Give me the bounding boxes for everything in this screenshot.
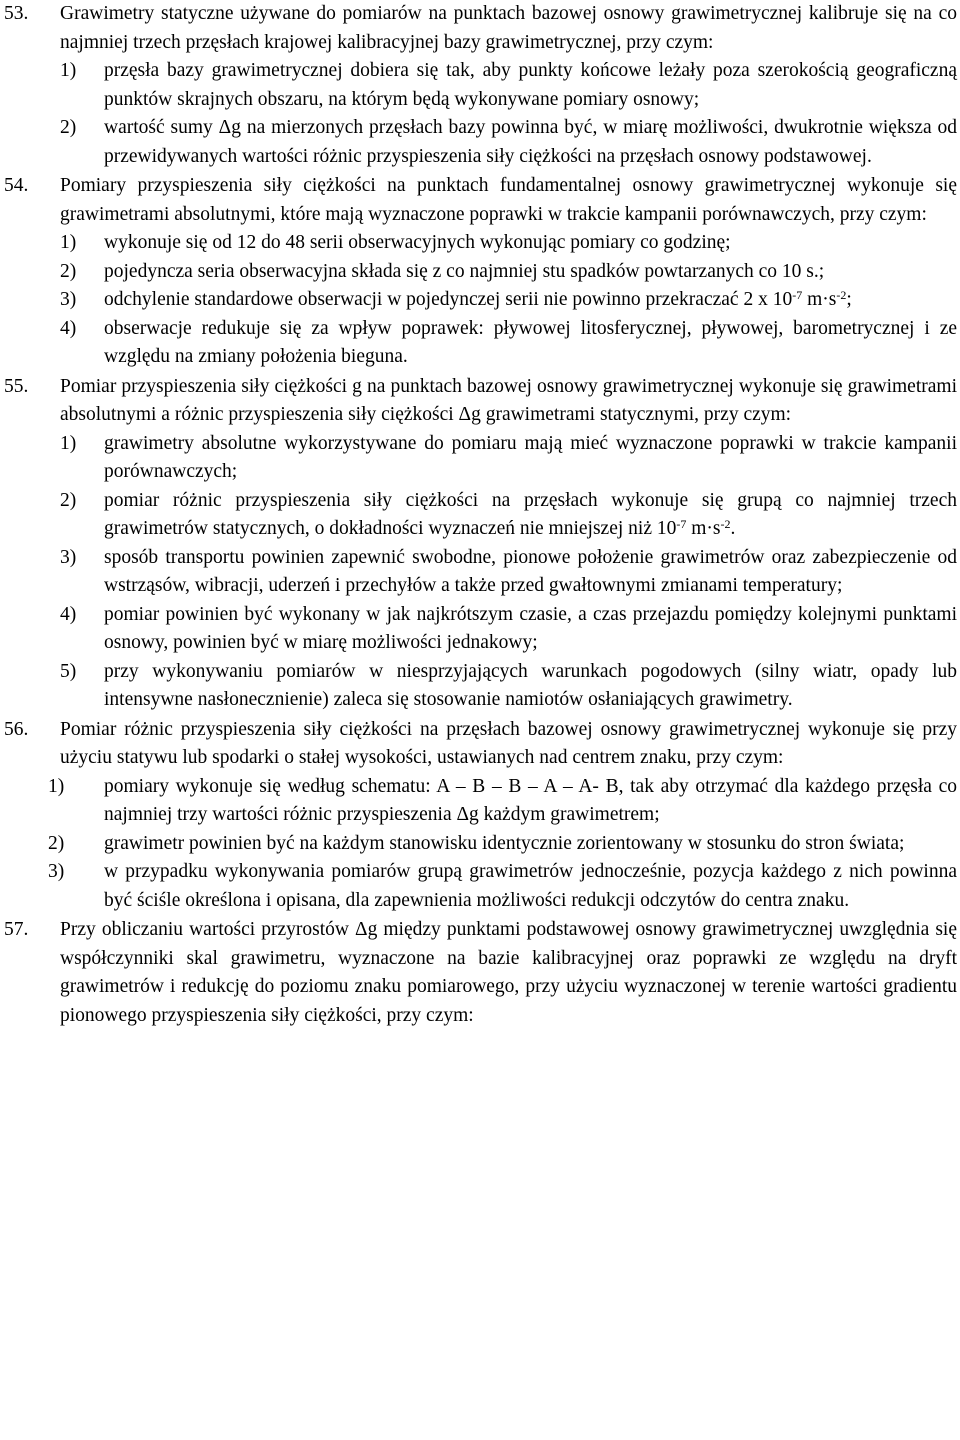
item-number: 2) [60,117,77,138]
item-text: obserwacje redukuje się za wpływ poprawek: pływowej litosferycznej, pływowej, barometrycznej i ze względu na zmiany położenia bieguna. [104,317,957,367]
section-text: Pomiary przyspieszenia siły ciężkości na punktach fundamentalnej osnowy grawimetrycznej wykonuje się grawimetrami absolutnymi, które mają wyznaczone poprawki w trakcie kampanii porównawczych, przy czym: [60,175,957,225]
item-list [4,773,957,916]
item-text [104,286,957,315]
item-text: wykonuje się od 12 do 48 serii obserwacyjnych wykonując pomiary co godzinę; [104,232,731,253]
section-number: 53. [4,3,29,24]
item-number: 2) [60,260,77,282]
section-53 [4,0,957,171]
item-text-part: odchylenie standardowe obserwacji w pojedynczej serii nie powinno przekraczać 2 x 10 [104,289,793,310]
item-number: 1) [48,775,65,797]
item-text: grawimetr powinien być na każdym stanowisku identycznie zorientowany w stosunku do stron świata; [104,832,905,854]
item-number: 3) [60,546,77,568]
item-number: 5) [60,660,77,682]
list-item [60,229,957,258]
section-54 [4,172,957,372]
item-number: 3) [60,289,77,310]
section-number: 55. [4,375,29,397]
item-list [60,430,957,715]
item-number: 4) [60,603,77,625]
section-number: 57. [4,919,29,940]
list-item [60,258,957,287]
section-55 [4,373,957,715]
section-number: 54. [4,175,29,196]
item-number: 3) [48,861,65,882]
item-text: pomiary wykonuje się według schematu: A – B – B – A – A- B, tak aby otrzymać dla każdego przęsła co najmniej trzy wartości różnic przyspieszenia Δg każdym grawimetrem; [104,775,957,825]
section-text: Grawimetry statyczne używane do pomiarów na punktach bazowej osnowy grawimetrycznej kalibruje się na co najmniej trzech przęsłach krajowej kalibracyjnej bazy grawimetrycznej, przy czym: [60,3,957,53]
list-item [60,487,957,544]
section-number: 56. [4,718,29,740]
list-item [60,315,957,372]
section-56 [4,716,957,916]
item-number: 1) [60,232,77,253]
unit-text: m·s [802,289,837,310]
exponent: -7 [676,517,687,531]
unit-text: m·s [686,518,721,539]
exponent: -2 [720,517,731,531]
list-item [60,658,957,715]
item-number: 4) [60,317,77,339]
section-57 [4,916,957,1030]
section-text: Przy obliczaniu wartości przyrostów Δg między punktami podstawowej osnowy grawimetrycznej uwzględnia się współczynniki skal grawimetru, wyznaczone na bazie kalibracyjnej oraz poprawki ze względu na dryft grawimetrów i redukcję do poziomu znaku pomiarowego, przy użyciu wyznaczonej w terenie wartości gradientu pionowego przyspieszenia siły ciężkości, przy czym: [60,919,957,1026]
list-item [4,773,957,830]
item-text [104,487,957,544]
item-text: wartość sumy Δg na mierzonych przęsłach bazy powinna być, w miarę możliwości, dwukrotnie większa od przewidywanych wartości różnic przyspieszenia siły ciężkości na przęsłach osnowy podstawowej. [104,117,957,167]
section-text: Pomiar różnic przyspieszenia siły ciężkości na przęsłach bazowej osnowy grawimetrycznej wykonuje się przy użyciu statywu lub spodarki o stałej wysokości, ustawianych nad centrem znaku, przy czym: [60,718,957,768]
item-list [60,57,957,171]
item-text: przy wykonywaniu pomiarów w niesprzyjających warunkach pogodowych (silny wiatr, opady lub intensywne nasłonecznienie) zaleca się stosowanie namiotów osłaniających grawimetry. [104,660,957,710]
item-number: 2) [48,832,65,854]
item-text: pojedyncza seria obserwacyjna składa się z co najmniej stu spadków powtarzanych co 10 s.; [104,260,825,282]
section-text: Pomiar przyspieszenia siły ciężkości g na punktach bazowej osnowy grawimetrycznej wykonuje się grawimetrami absolutnymi a różnic przyspieszenia siły ciężkości Δg grawimetrami statycznymi, przy czym: [60,375,957,425]
item-text: sposób transportu powinien zapewnić swobodne, pionowe położenie grawimetrów oraz zabezpieczenie od wstrząsów, wibracji, uderzeń i przechyłów a także przed gwałtownymi zmianami temperatury; [104,546,957,596]
list-item [4,830,957,859]
item-number: 2) [60,489,77,511]
item-text-part: . [730,518,736,539]
list-item [60,601,957,658]
list-item [60,430,957,487]
list-item [60,544,957,601]
list-item [60,286,957,315]
list-item [4,858,957,915]
list-item [60,57,957,114]
item-text-part: ; [846,289,852,310]
list-item [60,114,957,171]
item-text-part: pomiar różnic przyspieszenia siły ciężkości na przęsłach wykonuje się grupą co najmniej trzech grawimetrów statycznych, o dokładności wyznaczeń nie mniejszej niż 10 [104,489,957,539]
exponent: -7 [792,288,803,302]
exponent: -2 [836,288,847,302]
item-number: 1) [60,432,77,454]
item-number: 1) [60,60,77,81]
item-text: pomiar powinien być wykonany w jak najkrótszym czasie, a czas przejazdu pomiędzy kolejnymi punktami osnowy, powinien być w miarę możliwości jednakowy; [104,603,957,653]
item-list [60,229,957,372]
item-text: w przypadku wykonywania pomiarów grupą grawimetrów jednocześnie, pozycja każdego z nich powinna być ściśle określona i opisana, dla zapewnienia możliwości redukcji odczytów do centra znaku. [104,861,957,911]
item-text: przęsła bazy grawimetrycznej dobiera się tak, aby punkty końcowe leżały poza szerokością geograficzną punktów skrajnych obszaru, na którym będą wykonywane pomiary osnowy; [104,60,957,110]
item-text: grawimetry absolutne wykorzystywane do pomiaru mają mieć wyznaczone poprawki w trakcie kampanii porównawczych; [104,432,957,482]
